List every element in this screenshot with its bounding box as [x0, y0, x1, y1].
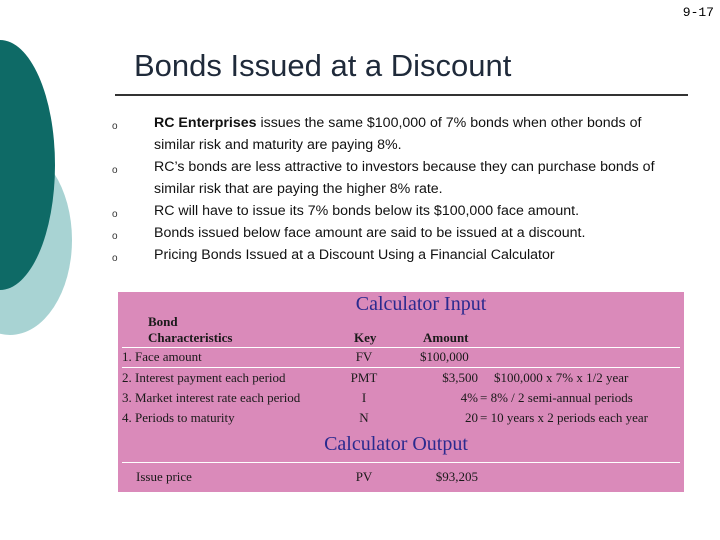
row-key: PMT [350, 370, 378, 385]
bullet-text: RC will have to issue its 7% bonds below its $100,000 face amount. [154, 203, 580, 219]
row-key: N [359, 410, 369, 425]
header-characteristics-line2: Characteristics [148, 330, 233, 345]
bullet-text: RC’s bonds are less attractive to investors because they can purchase bonds of similar risk that are paying the higher 8% rate. [154, 159, 655, 197]
row-divider [122, 367, 680, 368]
row-amount: $100,000 [420, 349, 469, 364]
row-note: $100,000 x 7% x 1/2 year [494, 370, 629, 385]
bullet-item [112, 112, 672, 156]
row-label: 4. Periods to maturity [122, 410, 235, 425]
header-divider [122, 347, 680, 348]
row-key: FV [355, 349, 373, 364]
row-label: 2. Interest payment each period [122, 370, 286, 385]
row-amount: 20 [465, 410, 478, 425]
row-key: PV [355, 469, 373, 484]
page-number: 9-17 [682, 5, 714, 20]
header-key: Key [354, 330, 377, 345]
row-amount: $3,500 [442, 370, 478, 385]
slide-title: Bonds Issued at a Discount [134, 48, 512, 83]
calculator-input-title: Calculator Input [355, 293, 487, 315]
output-divider [122, 462, 680, 463]
decorative-circles [0, 0, 120, 340]
row-label: 3. Market interest rate each period [122, 390, 301, 405]
bullet-marker-icon: o [112, 253, 118, 264]
bullet-text: Pricing Bonds Issued at a Discount Using a Financial Calculator [154, 247, 555, 263]
title-divider [115, 94, 688, 96]
row-note: = 8% / 2 semi-annual periods [480, 390, 633, 405]
bullet-item [112, 222, 672, 244]
row-amount: $93,205 [435, 469, 478, 484]
bullet-marker-icon: o [112, 165, 118, 176]
bullet-marker-icon: o [112, 209, 118, 220]
row-label: Issue price [136, 469, 192, 484]
row-note: = 10 years x 2 periods each year [480, 410, 648, 425]
bullet-bold-text: RC Enterprises [154, 115, 257, 131]
calculator-table [118, 292, 684, 492]
bullet-item [112, 244, 672, 266]
bullet-text: issues the same $100,000 of 7% bonds when other bonds of similar risk and maturity are paying 8%. [154, 115, 642, 153]
bullet-text: Bonds issued below face amount are said to be issued at a discount. [154, 225, 586, 241]
row-amount: 4% [460, 390, 478, 405]
bullet-list [112, 112, 672, 266]
bullet-item [112, 156, 672, 200]
bullet-item [112, 200, 672, 222]
bullet-marker-icon: o [112, 231, 118, 242]
row-label: 1. Face amount [122, 349, 202, 364]
bullet-marker-icon: o [112, 121, 118, 132]
calculator-output-title: Calculator Output [324, 433, 468, 455]
header-amount: Amount [423, 330, 469, 345]
row-key: I [361, 390, 367, 405]
header-characteristics-line1: Bond [148, 314, 178, 329]
